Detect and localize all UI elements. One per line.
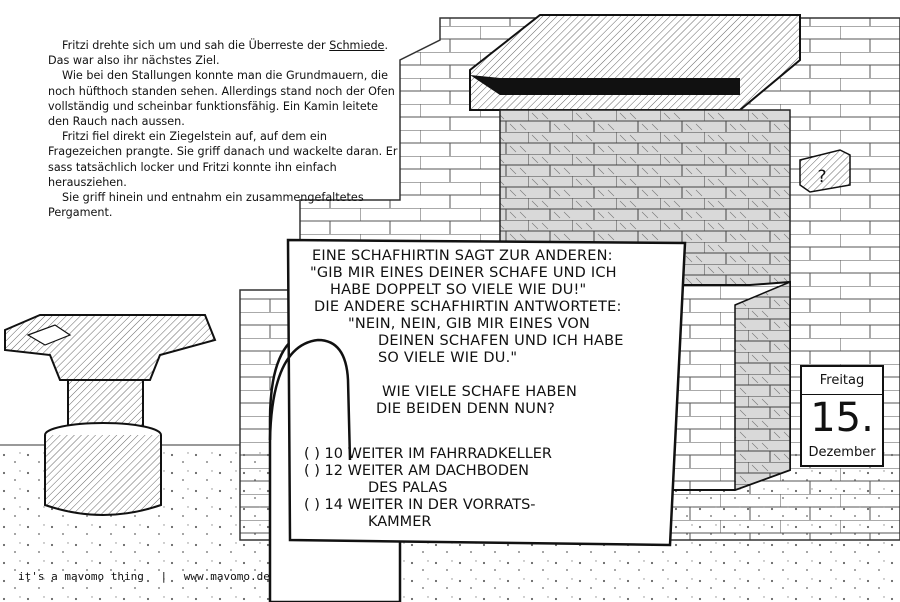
answer-option-14-cont: KAMMER [368,514,432,530]
footer-brand: it's a mavomo thing [18,570,144,583]
story-keyword-schmiede: Schmiede [329,39,385,52]
riddle-question-2: DIE BEIDEN DENN NUN? [376,401,556,417]
story-paragraph-2: Wie bei den Stallungen konnte man die Grundmauern, die noch hüfthoch standen sehen. Allerdings stand noch der Ofen vollständig und scheinbar funktionsfähig. Ein Kamin leitete den Rauch nach aussen. [48,69,395,129]
calendar-weekday: Freitag [819,373,865,388]
riddle-question-1: WIE VIELE SCHAFE HABEN [382,384,578,400]
question-mark: ? [817,167,827,187]
riddle-line-5: "NEIN, NEIN, GIB MIR EINES VON [348,316,591,332]
footer-url[interactable]: www.mavomo.de [183,570,270,583]
riddle-line-2: "GIB MIR EINES DEINER SCHAFE UND ICH [310,265,617,281]
calendar-month: Dezember [808,445,876,460]
riddle-line-6: DEINEN SCHAFEN UND ICH HABE [378,333,624,349]
footer-divider: | [160,570,168,583]
riddle-text [300,248,680,418]
story-text [48,38,400,220]
answer-option-12-cont: DES PALAS [368,480,448,496]
calendar-card [800,365,884,467]
story-paragraph-4: Sie griff hinein und entnahm ein zusammengefaltetes Pergament. [48,191,364,220]
riddle-line-4: DIE ANDERE SCHAFHIRTIN ANTWORTETE: [314,299,622,315]
riddle-line-1: EINE SCHAFHIRTIN SAGT ZUR ANDEREN: [312,248,613,264]
answer-option-10[interactable]: ( ) 10 WEITER IM FAHRRADKELLER [304,446,553,462]
answer-option-12[interactable]: ( ) 12 WEITER AM DACHBODEN [304,463,529,479]
footer [18,570,270,583]
riddle-line-3: HABE DOPPELT SO VIELE WIE DU!" [330,282,587,298]
story-paragraph-3: Fritzi fiel direkt ein Ziegelstein auf, auf dem ein Fragezeichen prangte. Sie griff danach und wackelte daran. Er sass tatsächlich locker und Fritzi konnte ihn einfach herausziehen. [48,130,398,189]
answer-option-14[interactable]: ( ) 14 WEITER IN DER VORRATS- [304,497,536,513]
riddle-line-7: SO VIELE WIE DU." [378,350,518,366]
story-paragraph-1: Fritzi drehte sich um und sah die Überreste der Schmiede. Das war also ihr nächstes Ziel. [48,39,388,68]
calendar-day: 15. [810,395,874,441]
